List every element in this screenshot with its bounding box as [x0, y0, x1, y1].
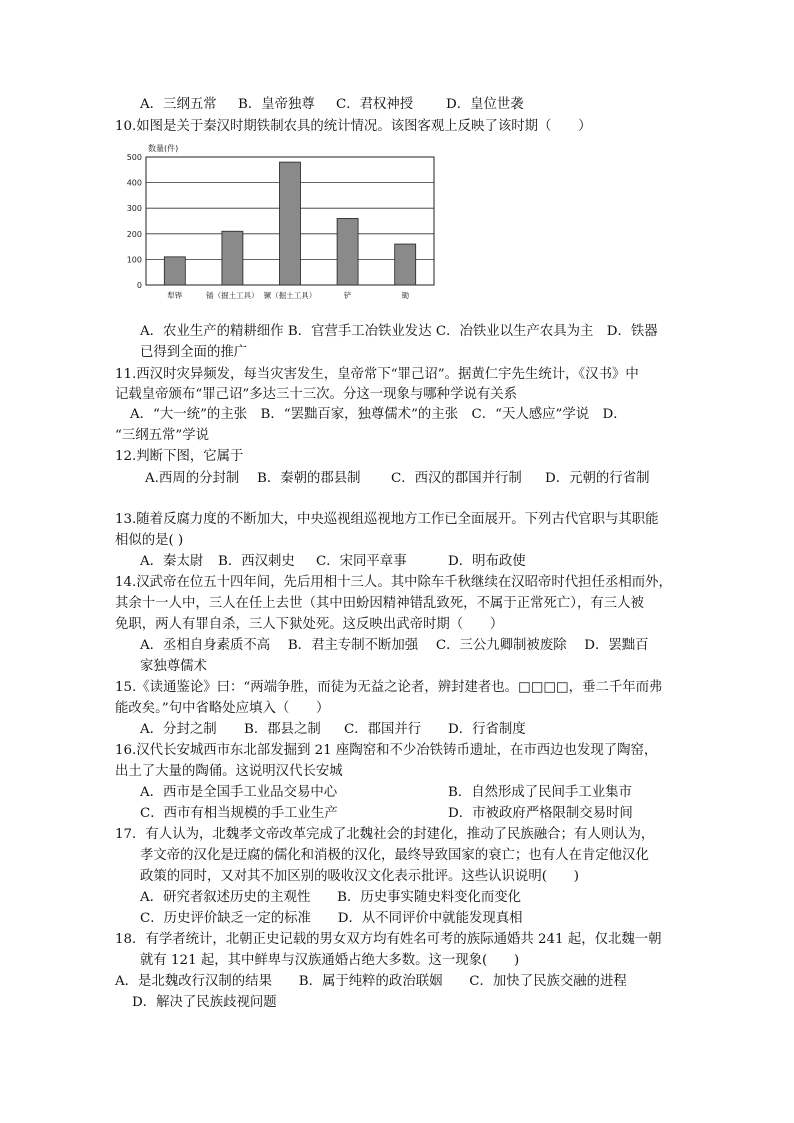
chart-ytick-label: 300 — [126, 204, 142, 214]
q14-line3: 免职，两人有罪自杀，三人下狱处死。这反映出武帝时期（ ） — [115, 617, 504, 632]
q12-option-c: C．西汉的郡国并行制 — [391, 471, 522, 486]
q14-line1: 14.汉武帝在位五十四年间，先后用相十三人。其中除车千秋继续在汉昭帝时代担任丞相而外， — [115, 575, 672, 590]
iron-tools-bar-chart — [120, 140, 440, 312]
q16-option-d: D．市被政府严格限制交易时间 — [448, 806, 633, 821]
q18-line3: A．是北魏改行汉制的结果 B．属于纯粹的政治联姻 C．加快了民族交融的进程 — [115, 974, 627, 989]
chart-ytick-label: 400 — [126, 178, 142, 188]
q17-line1: 17．有人认为，北魏孝文帝改革完成了北魏社会的封建化，推动了民族融合；有人则认为， — [115, 827, 655, 842]
q11-line3: A．“大一统”的主张 B．“罢黜百家，独尊儒术”的主张 C．“天人感应”学说 D． — [130, 407, 627, 422]
q17-line2: 孝文帝的汉化是迂腐的儒化和消极的汉化，最终导致国家的衰亡；也有人在肯定他汉化 — [140, 848, 649, 863]
chart-xtick-label: 锄 — [401, 291, 409, 300]
q15-line2: 能改矣。”句中省略处应填入（ ） — [115, 701, 330, 716]
chart-xtick-label: 犁铧 — [167, 291, 183, 300]
q13-line1: 13.随着反腐力度的不断加大，中央巡视组巡视地方工作已全面展开。下列古代官职与其职能 — [115, 512, 659, 527]
q9-options — [140, 96, 524, 114]
q18-line2: 就有 121 起，其中鲜卑与汉族通婚占绝大多数。这一现象( ) — [140, 953, 520, 968]
q14-line5: 家独尊儒术 — [140, 659, 207, 674]
q11-line4: “三纲五常”学说 — [115, 428, 210, 443]
chart-ytick-label: 100 — [126, 255, 142, 265]
q15-option-c: C．郡国并行 — [344, 722, 422, 737]
q10-options-line1: A．农业生产的精耕细作 B．官营手工冶铁业发达 C．冶铁业以生产农具为主 D．铁器 — [140, 324, 658, 339]
q16-option-a: A．西市是全国手工业品交易中心 — [140, 785, 338, 800]
chart-bar — [164, 257, 185, 285]
q12-options — [145, 470, 649, 488]
q17-line3: 政策的同时，又对其不加区别的吸收汉文化表示批评。这些认识说明( ) — [140, 869, 579, 884]
q18-line1: 18．有学者统计，北朝正史记载的男女双方均有姓名可考的族际通婚共 241 起，仅北魏一朝 — [115, 932, 662, 947]
q16-line1: 16.汉代长安城西市东北部发掘到 21 座陶窑和不少冶铁铸币遗址，在市西边也发现了陶窑， — [115, 743, 658, 758]
q16-line2: 出土了大量的陶俑。这说明汉代长安城 — [115, 764, 343, 779]
chart-ytick-label: 500 — [126, 153, 142, 162]
chart-bar — [395, 244, 416, 285]
q12-option-a: A.西周的分封制 — [145, 471, 240, 486]
chart-bar — [337, 218, 358, 285]
q16-option-b: B．自然形成了民间手工业集市 — [448, 785, 632, 800]
q13-options — [140, 553, 526, 571]
q14-line2: 其余十一人中，三人在任上去世（其中田蚡因精神错乱致死，不属于正常死亡），有三人被 — [115, 596, 644, 611]
q13-option-d: D．明布政使 — [448, 554, 526, 569]
chart-ytick-label: 0 — [136, 281, 142, 290]
q12-option-d: D．元朝的行省制 — [545, 471, 650, 486]
chart-ylabel: 数量(件) — [148, 144, 179, 153]
q15-option-b: B．郡县之制 — [244, 722, 321, 737]
q15-option-a: A．分封之制 — [140, 722, 217, 737]
q14-line4: A．丞相自身素质不高 B．君主专制不断加强 C．三公九卿制被废除 D．罢黜百 — [140, 638, 649, 653]
q15-line1: 15.《读通鉴论》曰：“两端争胜，而徒为无益之论者，辨封建者也。□□□□，垂二千年而弗 — [115, 680, 663, 695]
q12-option-b: B．秦朝的郡县制 — [257, 471, 361, 486]
q13-option-b: B．西汉刺史 — [218, 554, 295, 569]
q13-option-c: C．宋同平章事 — [316, 554, 407, 569]
q10-stem: 10.如图是关于秦汉时期铁制农具的统计情况。该图客观上反映了该时期（ ） — [115, 119, 592, 134]
q10-options-line2: 已得到全面的推广 — [140, 345, 248, 360]
q16-option-c: C．西市有相当规模的手工业生产 — [140, 806, 338, 821]
chart-xtick-label: 镢（掘土工具） — [263, 291, 317, 300]
q11-line2: 记载皇帝颁布“罪己诏”多达三十三次。分这一现象与哪种学说有关系 — [115, 387, 518, 402]
chart-xtick-label: 铲 — [343, 291, 352, 300]
q12-stem: 12.判断下图，它属于 — [115, 449, 244, 464]
q13-line2: 相似的是( ) — [115, 533, 184, 548]
q9-option-b: B．皇帝独尊 — [238, 97, 315, 112]
chart-bar — [222, 231, 243, 285]
q13-option-a: A．秦太尉 — [140, 554, 204, 569]
chart-xtick-label: 锸（掘土工具） — [206, 291, 259, 300]
q17-line4: A．研究者叙述历史的主观性 B．历史事实随史料变化而变化 — [140, 890, 522, 905]
chart-ytick-label: 200 — [126, 229, 142, 239]
q17-line5: C．历史评价缺乏一定的标准 D．从不同评价中就能发现真相 — [140, 911, 523, 926]
q11-line1: 11.西汉时灾异频发，每当灾害发生，皇帝常下“罪己诏”。据黄仁宇先生统计，《汉书》中 — [115, 367, 639, 382]
q18-line4: D．解决了民族歧视问题 — [132, 995, 277, 1010]
q15-options — [140, 721, 526, 739]
chart-bar — [280, 162, 301, 285]
q15-option-d: D．行省制度 — [448, 722, 526, 737]
q9-option-d: D．皇位世袭 — [446, 97, 524, 112]
q9-option-c: C．君权神授 — [336, 97, 414, 112]
q9-option-a: A．三纲五常 — [140, 97, 217, 112]
